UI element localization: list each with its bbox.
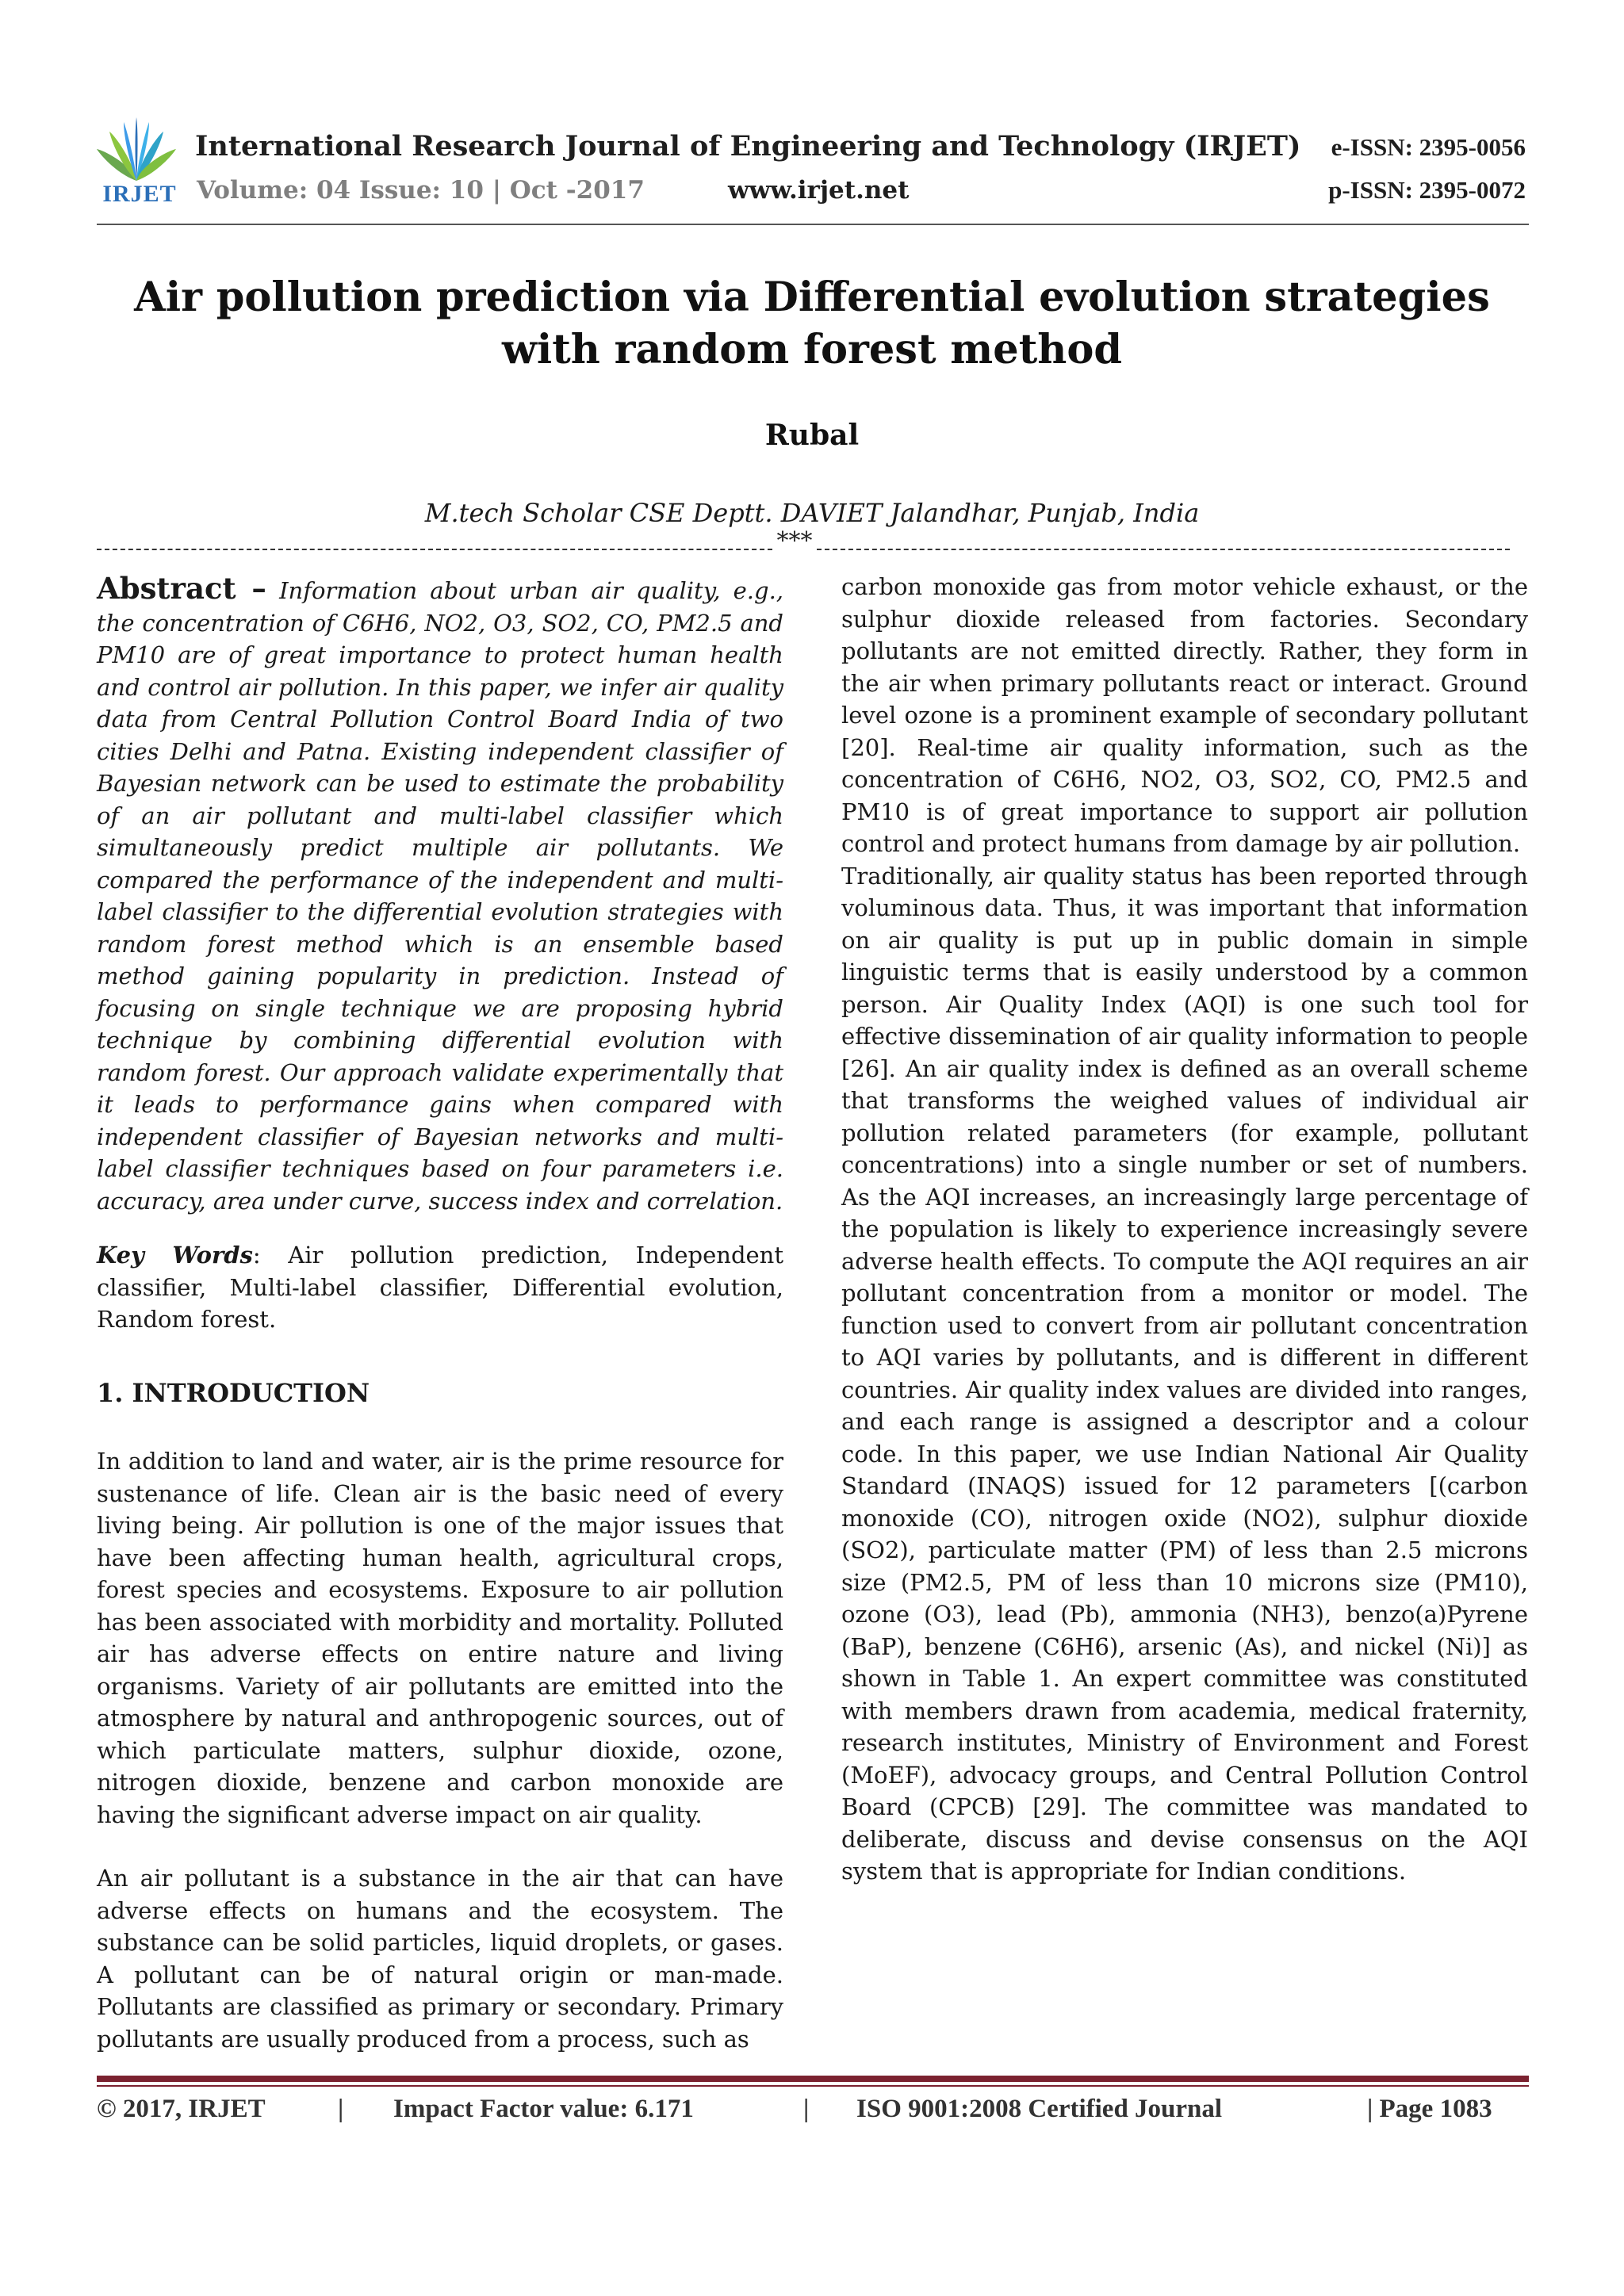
- volume-issue: Volume: 04 Issue: 10 | Oct -2017: [197, 176, 645, 205]
- page-footer: [0, 2095, 1624, 2134]
- journal-title: International Research Journal of Engineering and Technology (IRJET): [195, 130, 1301, 163]
- keywords: [97, 1239, 783, 1336]
- leaf-fan-icon: [94, 116, 179, 187]
- section-heading-introduction: 1. INTRODUCTION: [97, 1377, 370, 1408]
- footer-impact-factor: Impact Factor value: 6.171: [393, 2095, 694, 2123]
- footer-iso-certification: ISO 9001:2008 Certified Journal: [856, 2095, 1223, 2123]
- left-column: [97, 572, 783, 2055]
- right-paragraph-2: Traditionally, air quality status has been reported through voluminous data. Thus, it was important that information on air quality is put up in public domain in simple linguistic terms that is easily understood by a common person. Air Quality Index (AQI) is one such tool for effective dissemination of air quality information to people [26]. An air quality index is defined as an overall scheme that transforms the weighed values of individual air pollution related parameters (for example, pollutant concentrations) into a single number or set of numbers. As the AQI increases, an increasingly large percentage of the population is likely to experience increasingly severe adverse health effects. To compute the AQI requires an air pollutant concentration from a monitor or model. The function used to convert from air pollutant concentration to AQI varies by pollutants, and is different in different countries. Air quality index values are divided into ranges, and each range is assigned a descriptor and a colour code. In this paper, we use Indian National Air Quality Standard (INAQS) issued for 12 parameters [(carbon monoxide (CO), nitrogen oxide (NO2), sulphur dioxide (SO2), particulate matter (PM) of less than 2.5 microns size (PM2.5, PM of less than 10 microns size (PM10), ozone (O3), lead (Pb), ammonia (NH3), benzo(a)Pyrene (BaP), benzene (C6H6), arsenic (As), and nickel (Ni)] as shown in Table 1. An expert committee was constituted with members drawn from academia, medical fraternity, research institutes, Ministry of Environment and Forest (MoEF), advocacy groups, and Central Pollution Control Board (CPCB) [29]. The committee was mandated to deliberate, discuss and devise consensus on the AQI system that is appropriate for Indian conditions.: [841, 862, 1528, 1885]
- logo-text: IRJET: [102, 181, 177, 207]
- intro-paragraph-1: In addition to land and water, air is the prime resource for sustenance of life. Clean air is the basic need of every living being. Air pollution is one of the major issues that have been affecting human health, agricultural crops, forest species and ecosystems. Exposure to air pollution has been associated with morbidity and mortality. Polluted air has adverse effects on entire nature and living organisms. Variety of air pollutants are emitted into the atmosphere by natural and anthropogenic sources, out of which particulate matters, sulphur dioxide, ozone, nitrogen dioxide, benzene and carbon monoxide are having the significant adverse impact on air quality.: [97, 1448, 783, 1828]
- e-issn: e-ISSN: 2395-0056: [1331, 133, 1526, 161]
- abstract-label: Abstract –: [97, 571, 266, 606]
- author-name: Rubal: [764, 419, 860, 452]
- footer-rule: [97, 2076, 1529, 2082]
- journal-website-link[interactable]: www.irjet.net: [728, 176, 910, 205]
- author-affiliation: M.tech Scholar CSE Deptt. DAVIET Jalandhar, Punjab, India: [424, 498, 1200, 528]
- footer-separator: |: [803, 2095, 810, 2123]
- abstract: [97, 572, 783, 1217]
- separator-stars: ***: [776, 527, 813, 555]
- abstract-text: Information about urban air quality, e.g., the concentration of C6H6, NO2, O3, SO2, CO, PM2.5 and PM10 are of great importance to protect human health and control air pollution. In this paper, we infer air quality data from Central Pollution Control Board India of two cities Delhi and Patna. Existing independent classifier of Bayesian network can be used to estimate the probability of an air pollutant and multi-label classifier which simultaneously predict multiple air pollutants. We compared the performance of the independent and multi-label classifier to the differential evolution strategies with random forest method which is an ensemble based method gaining popularity in prediction. Instead of focusing on single technique we are proposing hybrid technique by combining differential evolution with random forest. Our approach validate experimentally that it leads to performance gains when compared with independent classifier of Bayesian networks and multi-label classifier techniques based on four parameters i.e. accuracy, area under curve, success index and correlation.: [97, 577, 783, 1215]
- footer-copyright: © 2017, IRJET: [97, 2095, 266, 2123]
- intro-paragraph-2: An air pollutant is a substance in the air that can have adverse effects on humans and the ecosystem. The substance can be solid particles, liquid droplets, or gases. A pollutant can be of natural origin or man-made. Pollutants are classified as primary or secondary. Primary pollutants are usually produced from a process, such as: [97, 1865, 783, 2053]
- p-issn: p-ISSN: 2395-0072: [1328, 176, 1526, 204]
- footer-rule-thin: [97, 2085, 1529, 2087]
- footer-page-number: | Page 1083: [1367, 2095, 1492, 2123]
- right-column: [841, 571, 1528, 1888]
- right-paragraph-1: carbon monoxide gas from motor vehicle exhaust, or the sulphur dioxide released from factories. Secondary pollutants are not emitted directly. Rather, they form in the air when primary pollutants react or interact. Ground level ozone is a prominent example of secondary pollutant [20]. Real-time air quality information, such as the concentration of C6H6, NO2, O3, SO2, CO, PM2.5 and PM10 is of great importance to support air pollution control and protect humans from damage by air pollution.: [841, 573, 1528, 857]
- footer-separator: |: [338, 2095, 344, 2123]
- keywords-label: Key Words: [97, 1242, 253, 1269]
- header-divider: [97, 224, 1529, 225]
- separator-dashes-left: [97, 530, 772, 552]
- paper-title: Air pollution prediction via Differential evolution strategies with random forest method: [134, 274, 1490, 373]
- keywords-text: : Air pollution prediction, Independent classifier, Multi-label classifier, Differential evolution, Random forest.: [97, 1242, 783, 1333]
- separator-dashes-right: [817, 530, 1510, 552]
- journal-logo: [94, 116, 179, 209]
